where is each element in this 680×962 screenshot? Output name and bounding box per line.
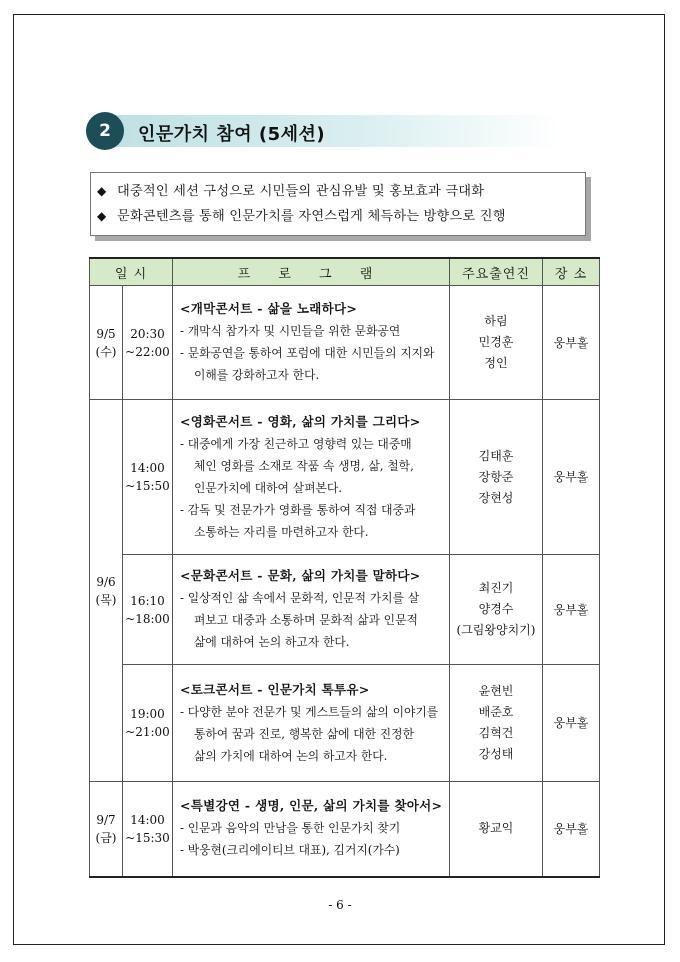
program-line: 소통하는 자리를 마련하고자 한다. <box>194 524 369 539</box>
cast-member: 최진기 <box>478 581 514 595</box>
time-end: ~18:00 <box>125 611 170 626</box>
time-start: 16:10 <box>130 593 165 608</box>
program-line: - 박웅현(크리에이티브 대표), 김거지(가수) <box>180 843 400 858</box>
program-title: <문화콘서트 - 문화, 삶의 가치를 말하다> <box>180 568 421 583</box>
time-end: ~21:00 <box>125 725 170 739</box>
cast-member: (그림왕양치기) <box>456 623 536 637</box>
time-start: 14:00 <box>130 461 165 475</box>
cast-cell <box>450 665 543 782</box>
cast-cell <box>450 286 543 400</box>
venue-cell: 웅부홀 <box>543 400 600 555</box>
program-title: <영화콘서트 - 영화, 삶의 가치를 그리다> <box>180 413 421 429</box>
header-program: 프 로 그 램 <box>173 258 450 286</box>
program-cell <box>173 782 450 877</box>
time-cell <box>123 555 173 665</box>
header-datetime: 일 시 <box>90 258 173 286</box>
program-line: - 일상적인 삶 속에서 문화적, 인문적 가치를 살 <box>180 591 420 605</box>
time-end: ~22:00 <box>125 344 170 359</box>
cast-member: 하림 <box>484 314 508 328</box>
cast-member: 민경훈 <box>478 335 514 349</box>
weekday: (목) <box>95 592 117 607</box>
section-number-badge: 2 <box>86 112 124 150</box>
time-start: 19:00 <box>130 707 165 721</box>
cast-member: 강성태 <box>478 747 514 761</box>
weekday: (수) <box>95 344 117 359</box>
date: 9/5 <box>96 326 116 341</box>
page-number: - 6 - <box>328 898 352 912</box>
time-start: 20:30 <box>130 326 165 341</box>
program-line: 펴보고 대중과 소통하며 문화적 삶과 인문적 <box>194 613 418 627</box>
program-line: - 문화공연을 통하여 포럼에 대한 시민들의 지지와 <box>180 346 435 360</box>
table-row <box>90 665 600 782</box>
time-cell <box>123 286 173 400</box>
cast-member: 윤현빈 <box>478 684 514 698</box>
cast-cell <box>450 555 543 665</box>
program-line: 이해를 강화하고자 한다. <box>194 368 320 382</box>
weekday: (금) <box>95 830 117 845</box>
section-title: 인문가치 참여 (5세션) <box>138 124 326 145</box>
program-line: 인문가치에 대하여 살펴본다. <box>194 480 342 495</box>
venue-cell: 웅부홀 <box>543 782 600 877</box>
program-cell <box>173 286 450 400</box>
program-line: - 대중에게 가장 친근하고 영향력 있는 대중매 <box>180 436 412 451</box>
venue-cell: 웅부홀 <box>543 286 600 400</box>
cast-member: 양경수 <box>478 602 514 616</box>
program-cell <box>173 400 450 555</box>
diamond-bullet-icon: ◆ <box>97 184 107 198</box>
time-cell <box>123 400 173 555</box>
diamond-bullet-icon: ◆ <box>97 209 107 223</box>
date-cell <box>90 400 123 782</box>
cast-member: 장현성 <box>478 490 514 505</box>
header-cast: 주요출연진 <box>450 258 543 286</box>
time-end: ~15:30 <box>125 830 170 845</box>
table-row <box>90 286 600 400</box>
cast-member: 김혁건 <box>478 726 514 740</box>
program-line: - 감독 및 전문가가 영화를 통하여 직접 대중과 <box>180 502 416 517</box>
time-cell <box>123 782 173 877</box>
program-line: - 인문과 음악의 만남을 통한 인문가치 찾기 <box>180 821 401 836</box>
program-title: <특별강연 - 생명, 인문, 삶의 가치를 찾아서> <box>180 798 443 814</box>
summary-item <box>97 179 585 204</box>
program-title: <토크콘서트 - 인문가치 톡투유> <box>180 681 370 697</box>
table-row <box>90 782 600 877</box>
cast-member: 김태훈 <box>478 448 514 463</box>
program-line: 체인 영화를 소재로 작품 속 생명, 삶, 철학, <box>194 458 414 473</box>
cast-member: 정인 <box>484 356 508 370</box>
summary-box <box>90 172 586 236</box>
date: 9/6 <box>96 574 116 589</box>
cast-member: 배준호 <box>478 705 514 719</box>
program-line: 통하여 꿈과 진로, 행복한 삶에 대한 진정한 <box>194 726 414 741</box>
summary-text: 문화콘텐츠를 통해 인문가치를 자연스럽게 체득하는 방향으로 진행 <box>117 209 506 224</box>
summary-text: 대중적인 세션 구성으로 시민들의 관심유발 및 홍보효과 극대화 <box>117 184 485 199</box>
program-title: <개막콘서트 - 삶을 노래하다> <box>180 301 358 316</box>
table-row <box>90 555 600 665</box>
header-venue: 장 소 <box>543 258 600 286</box>
summary-item <box>97 204 585 229</box>
program-line: - 개막식 참가자 및 시민들을 위한 문화공연 <box>180 324 401 338</box>
program-cell <box>173 555 450 665</box>
schedule-table <box>89 257 600 878</box>
table-header-row <box>90 258 600 286</box>
venue-cell: 웅부홀 <box>543 555 600 665</box>
cast-cell <box>450 782 543 877</box>
time-end: ~15:50 <box>125 479 170 493</box>
program-line: - 다양한 분야 전문가 및 게스트들의 삶의 이야기를 <box>180 704 439 719</box>
cast-cell <box>450 400 543 555</box>
date-cell <box>90 782 123 877</box>
date: 9/7 <box>96 812 116 827</box>
section-heading <box>86 112 566 150</box>
program-line: 삶의 가치에 대하여 논의 하고자 한다. <box>194 748 388 763</box>
cast-member: 장항준 <box>478 469 514 484</box>
program-cell <box>173 665 450 782</box>
program-line: 삶에 대하여 논의 하고자 한다. <box>194 635 350 649</box>
time-cell <box>123 665 173 782</box>
time-start: 14:00 <box>130 812 165 827</box>
table-row <box>90 400 600 555</box>
venue-cell: 웅부홀 <box>543 665 600 782</box>
date-cell <box>90 286 123 400</box>
cast-member: 황교익 <box>478 821 514 836</box>
